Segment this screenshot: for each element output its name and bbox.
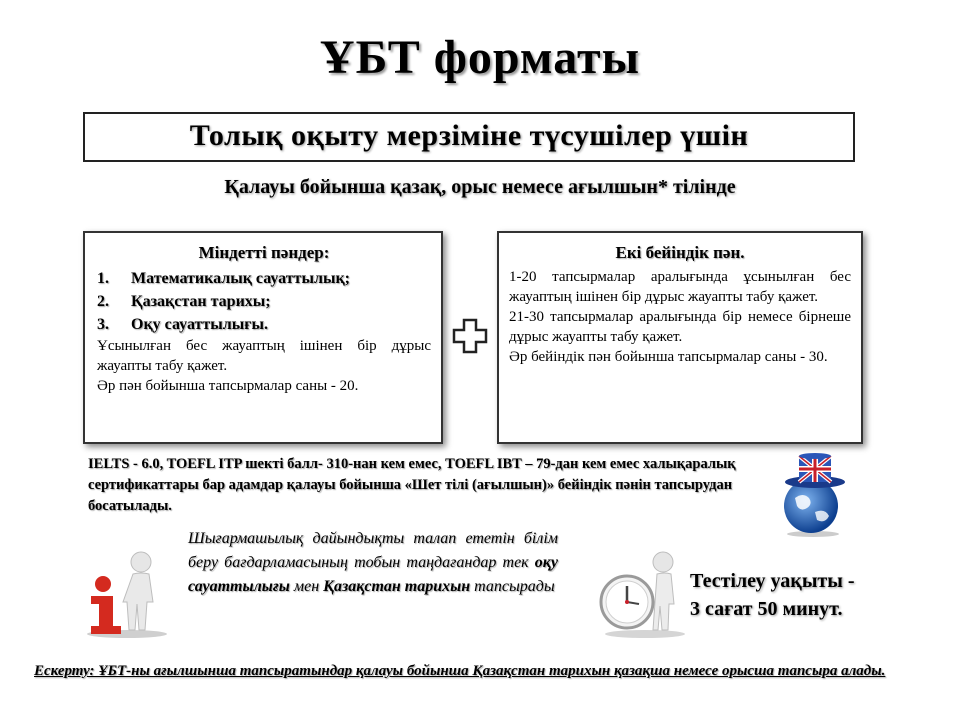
clock-figure-icon: [595, 540, 695, 640]
mandatory-item-num: 2.: [97, 293, 109, 310]
mandatory-item-label: Оқу сауаттылығы.: [131, 316, 268, 333]
globe-with-hat-icon: [765, 450, 860, 538]
test-duration: [690, 567, 900, 623]
test-duration-label: Тестілеу уақыты -: [690, 570, 855, 592]
mandatory-item-num: 3.: [97, 316, 109, 333]
creative-tail: тапсырады: [470, 578, 555, 595]
creative-lead: Шығармашылық дайындықты талап ететін білім беру бағдарламасының тобын таңдағандар тек: [188, 530, 558, 571]
page-title: ҰБТ форматы: [319, 31, 641, 84]
mandatory-item: [97, 313, 431, 336]
mandatory-item: [97, 267, 431, 290]
certificate-exemption: IELTS - 6.0, TOEFL ITP шекті балл- 310-нан кем емес, TOEFL IBT – 79-дан кем емес халықаралық сертификаттары бар адамдар қалауы бойынша «Шет тілі (ағылшын)» бейіндік пәнін тапсырудан босатылады.: [88, 456, 736, 514]
footnote: Ескерту: ҰБТ-ны ағылшынша тапсыратындар қалауы бойынша Қазақстан тарихын қазақша немесе орысша тапсыра алады.: [34, 663, 886, 679]
audience-banner: [83, 112, 855, 162]
profile-rule-21-30: 21-30 тапсырмалар аралығында бір немесе бірнеше дұрыс жауапты табу қажет.: [509, 309, 851, 345]
test-duration-value: 3 сағат 50 минут.: [690, 598, 843, 620]
creative-subject-history: Қазақстан тарихын: [323, 578, 471, 595]
mandatory-item-num: 1.: [97, 270, 109, 287]
mandatory-note-answers: Ұсынылған бес жауаптың ішінен бір дұрыс жауапты табу қажет.: [97, 338, 431, 374]
language-line: Қалауы бойынша қазақ, орыс немесе ағылшын* тілінде: [224, 176, 736, 198]
mandatory-heading: Міндетті пәндер:: [198, 243, 330, 262]
mandatory-subjects-panel: [83, 231, 443, 444]
profile-rule-1-20: 1-20 тапсырмалар аралығында ұсынылған бес жауаптың ішінен бір дұрыс жауапты табу қажет.: [509, 269, 851, 305]
creative-programs-note: [188, 527, 558, 599]
mandatory-item: [97, 290, 431, 313]
profile-heading: Екі бейіндік пән.: [615, 243, 745, 262]
mandatory-item-label: Қазақстан тарихы;: [131, 293, 271, 310]
mandatory-item-label: Математикалық сауаттылық;: [131, 270, 350, 287]
plus-icon: [452, 318, 488, 354]
audience-banner-text: Толық оқыту мерзіміне түсушілер үшін: [189, 119, 749, 152]
profile-subjects-panel: [497, 231, 863, 444]
creative-conj: мен: [289, 578, 324, 595]
creative-subject-reading: оқу сауаттылығы: [188, 554, 558, 595]
mandatory-note-count: Әр пән бойынша тапсырмалар саны - 20.: [97, 378, 359, 394]
info-figure-icon: [75, 540, 175, 640]
profile-task-count: Әр бейіндік пән бойынша тапсырмалар саны - 30.: [509, 349, 828, 365]
